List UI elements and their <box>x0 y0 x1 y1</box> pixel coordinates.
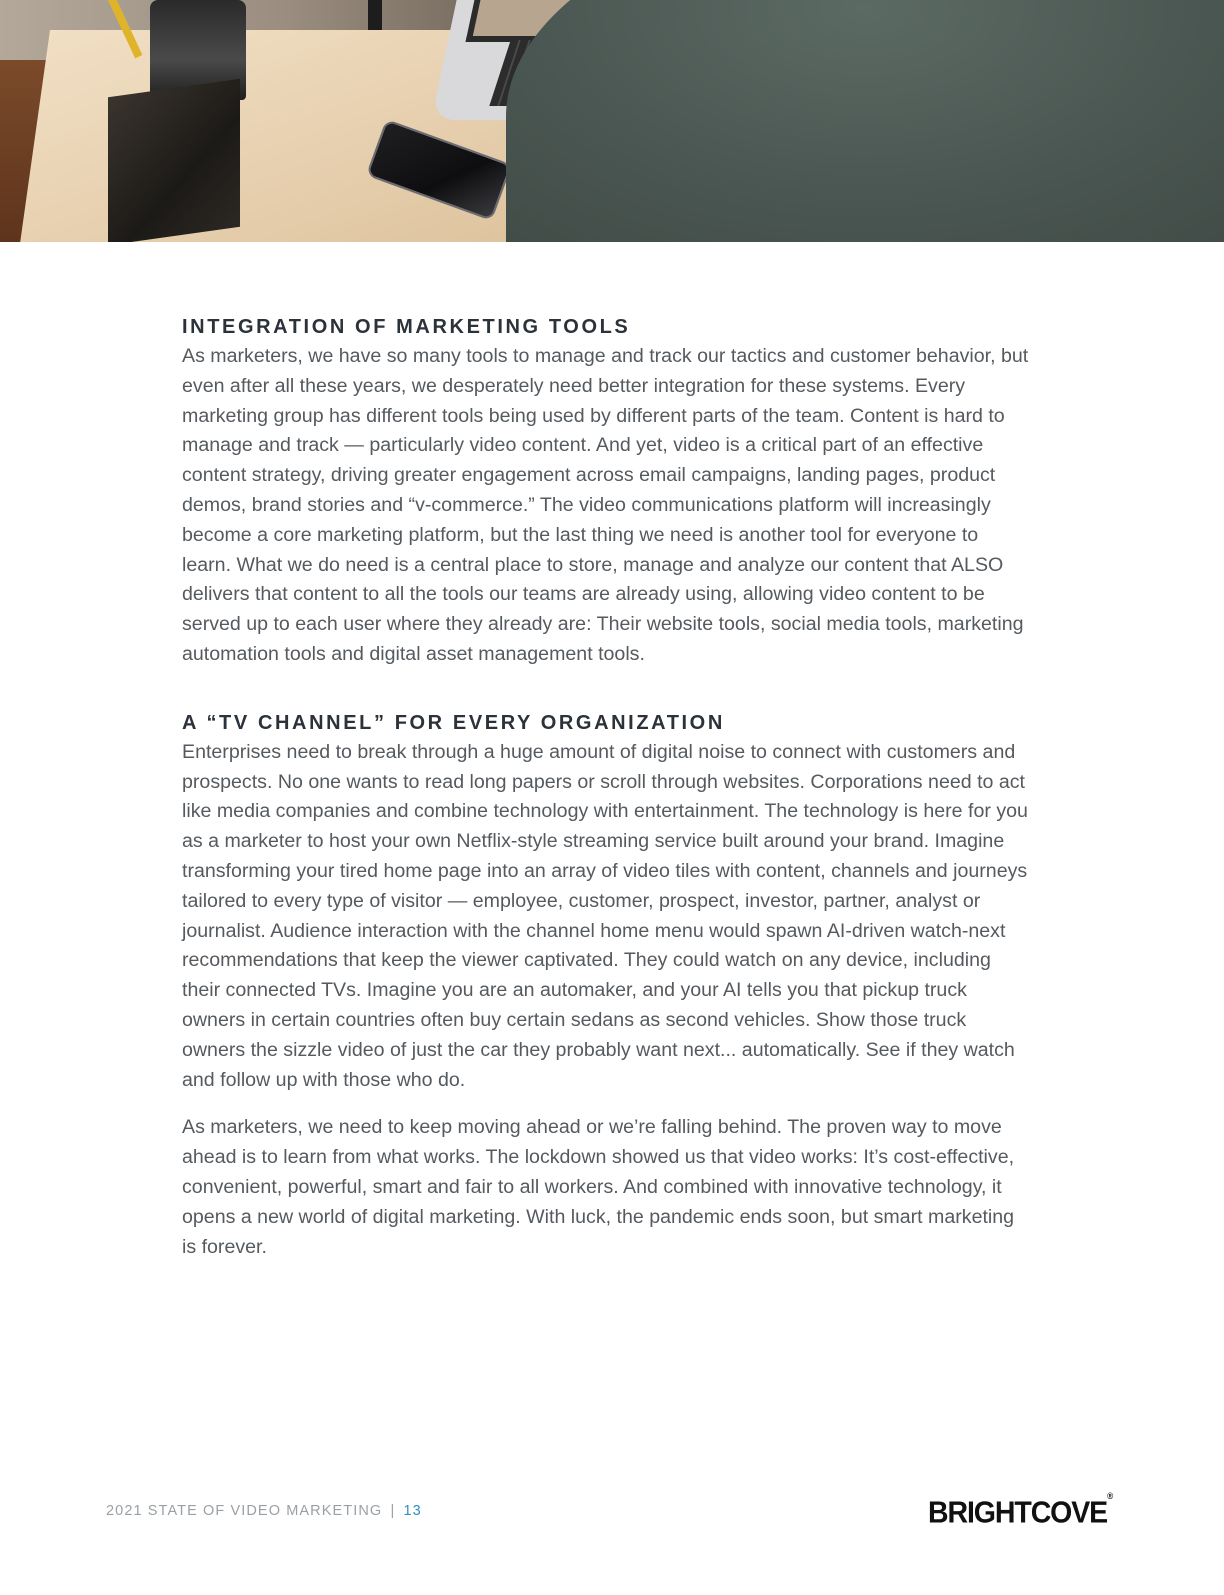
footer-separator: | <box>390 1503 396 1519</box>
section-heading: INTEGRATION OF MARKETING TOOLS <box>182 316 631 338</box>
section-heading: A “TV CHANNEL” FOR EVERY ORGANIZATION <box>182 711 725 734</box>
brightcove-logo <box>928 1491 1114 1530</box>
page-number: 13 <box>403 1503 422 1519</box>
photo-person-shoulder <box>506 0 1224 242</box>
hero-photo <box>0 0 1224 242</box>
article-body <box>182 312 1032 1262</box>
section-integration <box>182 312 1032 670</box>
page-footer <box>106 1503 422 1519</box>
publication-title: 2021 STATE OF VIDEO MARKETING <box>106 1503 383 1519</box>
section-tv-channel <box>182 708 1032 1263</box>
logo-text: BRIGHTCOVE <box>928 1494 1108 1530</box>
section-paragraph: As marketers, we need to keep moving ahead or we’re falling behind. The proven way to move ahead is to learn from what works. The lockdown showed us that video works: It’s cost-effective, convenient, powerful, smart and fair to all workers. And combined with innovative technology, it opens a new world of digital marketing. With luck, the pandemic ends soon, but smart marketing is forever. <box>182 1116 1015 1258</box>
section-paragraph: As marketers, we have so many tools to manage and track our tactics and customer behavior, but even after all these years, we desperately need better integration for these systems. Every marketing group has different tools being used by different parts of the team. Content is hard to manage and track — particularly video content. And yet, video is a critical part of an effective content strategy, driving greater engagement across email campaigns, landing pages, product demos, brand stories and “v-commerce.” The video communications platform will increasingly become a core marketing platform, but the last thing we need is another tool for everyone to learn. What we do need is a central place to store, manage and analyze our content that ALSO delivers that content to all the tools our teams are already using, allowing video content to be served up to each user where they already are: Their website tools, social media tools, marketing automation tools and digital asset management tools. <box>182 345 1029 665</box>
section-paragraph: Enterprises need to break through a huge amount of digital noise to connect with customers and prospects. No one wants to read long papers or scroll through websites. Corporations need to act like media companies and combine technology with entertainment. The technology is here for you as a marketer to host your own Netflix-style streaming service built around your brand. Imagine transforming your tired home page into an array of video tiles with content, channels and journeys tailored to every type of visitor — employee, customer, prospect, investor, partner, analyst or journalist. Audience interaction with the channel home menu would spawn AI-driven watch-next recommendations that keep the viewer captivated. They could watch on any device, including their connected TVs. Imagine you are an automaker, and your AI tells you that pickup truck owners in certain countries often buy certain sedans as second vehicles. Show those truck owners the sizzle video of just the car they probably want next... automatically. See if they watch and follow up with those who do. <box>182 740 1028 1091</box>
registered-mark: ® <box>1107 1491 1114 1501</box>
photo-pen-holder <box>108 79 240 242</box>
